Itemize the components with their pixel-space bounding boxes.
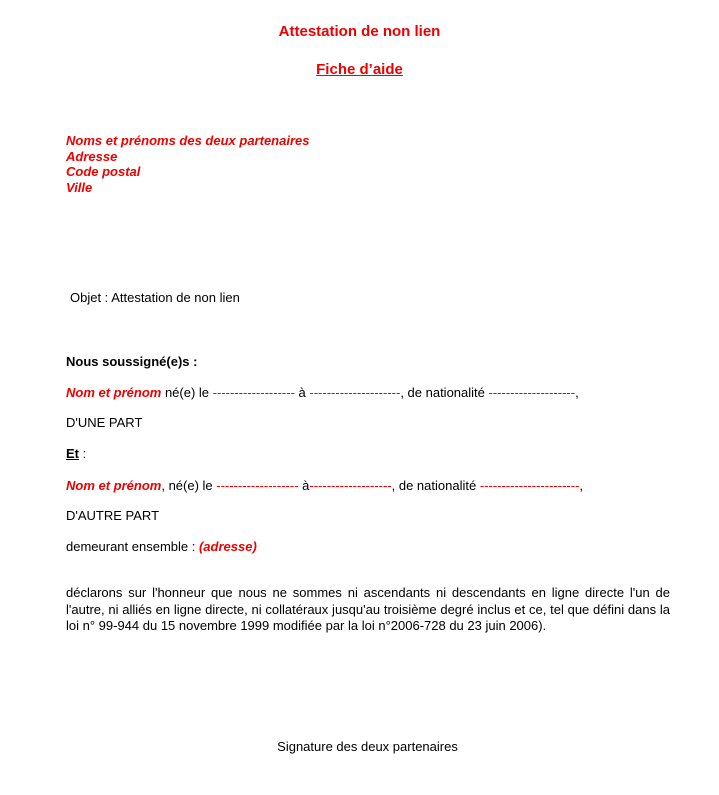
part1-label: D'UNE PART	[66, 415, 143, 430]
and-suffix: :	[79, 446, 87, 461]
and-label: Et	[66, 446, 79, 461]
signature-line: Signature des deux partenaires	[277, 739, 458, 754]
residing-label: demeurant ensemble :	[66, 539, 199, 554]
postal-code-placeholder: Code postal	[66, 164, 141, 179]
partner2-suffix: ,	[579, 478, 584, 493]
partner1-line	[66, 385, 579, 400]
subtitle-text: Fiche d’aide	[316, 61, 403, 78]
partner1-suffix: ,	[575, 385, 579, 400]
partner2-at-label: à	[298, 478, 310, 493]
partner1-nationality-blank: --------------------	[488, 385, 576, 400]
and-line	[66, 446, 86, 461]
partner1-at-label: à	[294, 385, 310, 400]
partner2-nationality-blank: -----------------------	[479, 478, 580, 493]
city-placeholder: Ville	[66, 180, 93, 195]
address-placeholder: Adresse	[66, 149, 118, 164]
document-subtitle	[0, 61, 719, 78]
partner1-name-placeholder: Nom et prénom	[66, 385, 162, 400]
partners-names-placeholder: Noms et prénoms des deux partenaires	[66, 133, 310, 148]
declaration-paragraph: déclarons sur l'honneur que nous ne sommes ni ascendants ni descendants en ligne directe l'un de l'autre, ni alliés en ligne directe, ni collatéraux jusqu'au troisième degré inclus et ce, tel que défini dans la loi n° 99-944 du 15 novembre 1999 modifiée par la loi n°2006-728 du 23 juin 2006).	[66, 585, 670, 633]
residing-line	[66, 539, 257, 554]
undersigned-heading: Nous soussigné(e)s :	[66, 354, 198, 369]
part2-label: D'AUTRE PART	[66, 508, 160, 523]
partner2-born-label: , né(e) le	[161, 478, 217, 493]
partner1-born-blank: -------------------	[212, 385, 295, 400]
residing-address-placeholder: (adresse)	[198, 539, 257, 554]
partner2-born-blank: -------------------	[216, 478, 299, 493]
document-title: Attestation de non lien	[278, 23, 441, 40]
object-line: Objet : Attestation de non lien	[70, 290, 240, 305]
partner2-at-blank: -------------------	[309, 478, 392, 493]
partner2-nationality-label: , de nationalité	[391, 478, 480, 493]
partner2-name-placeholder: Nom et prénom	[66, 478, 162, 493]
partner1-born-label: né(e) le	[161, 385, 213, 400]
partner2-line	[66, 478, 583, 493]
partner1-at-blank: ---------------------	[309, 385, 401, 400]
partner1-nationality-label: , de nationalité	[400, 385, 489, 400]
